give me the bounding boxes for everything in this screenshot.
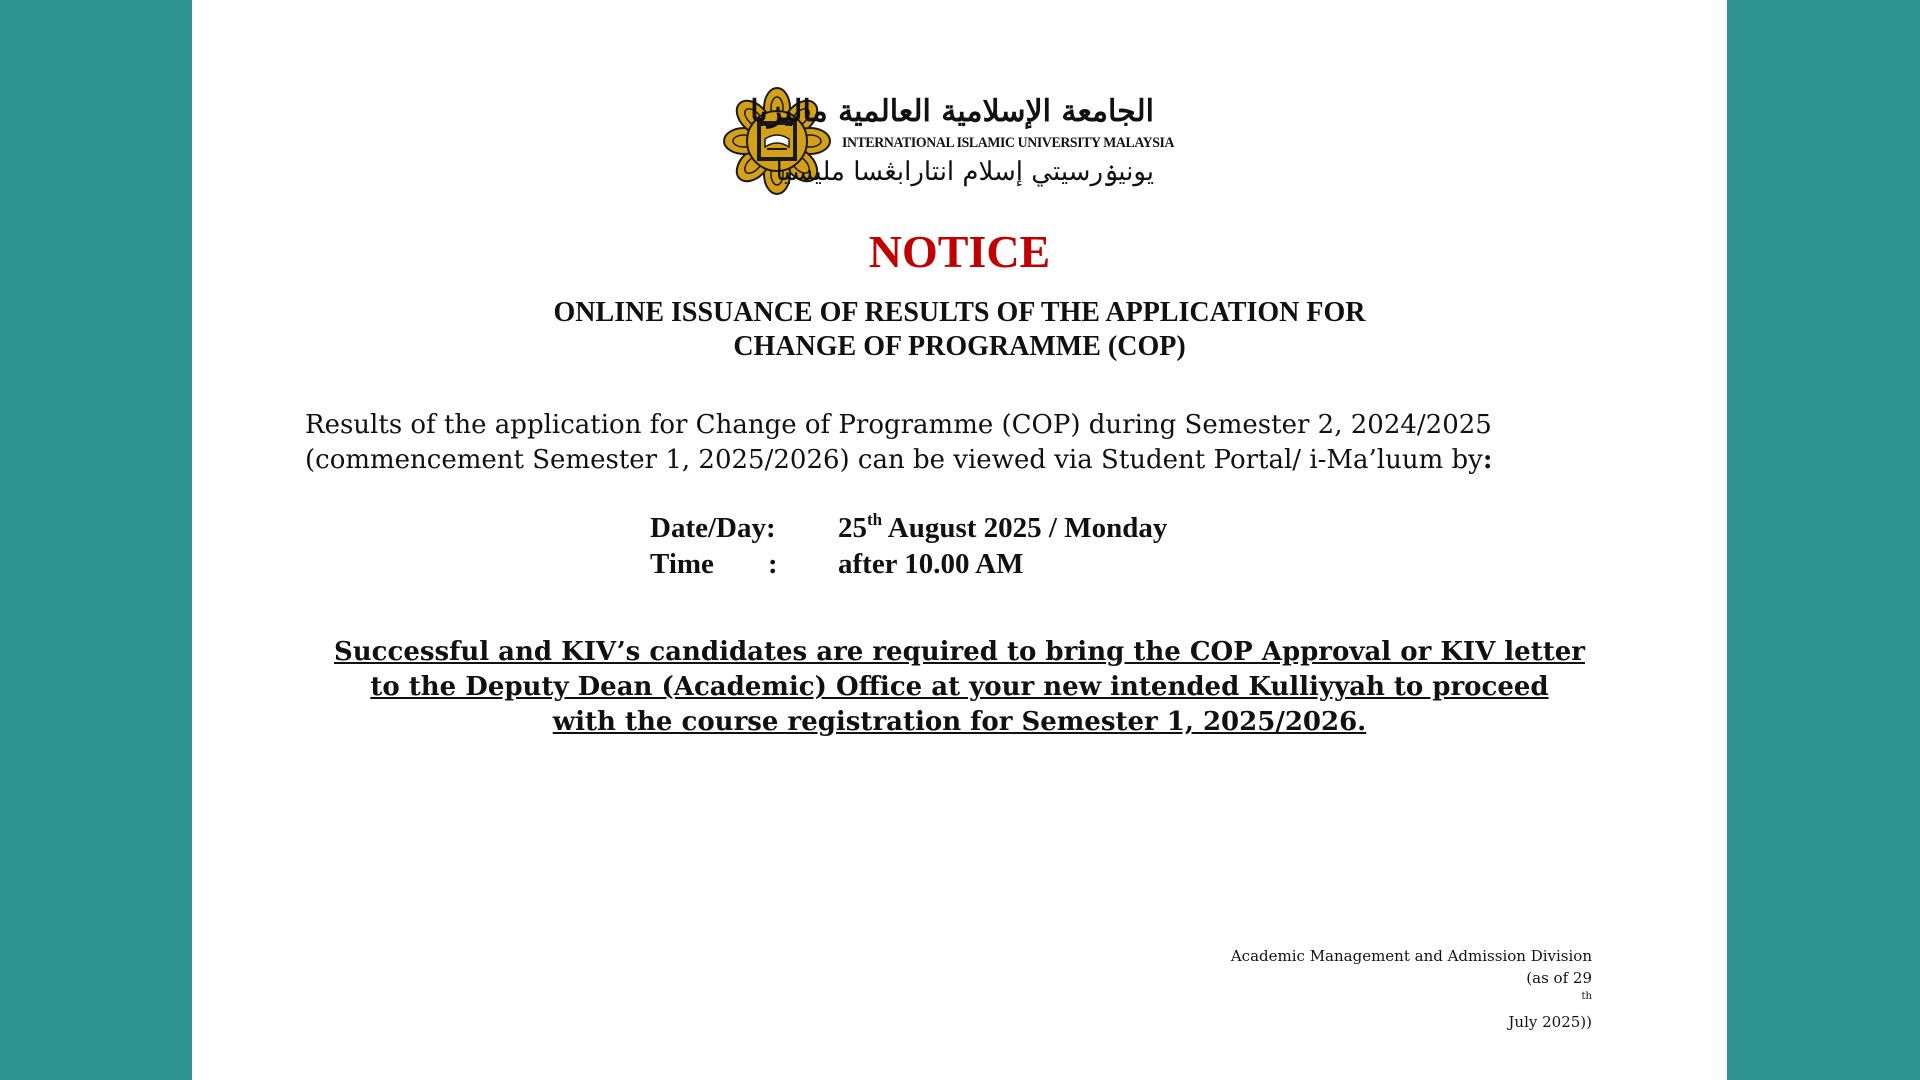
date-label: Date/Day: [650, 512, 776, 544]
schedule-row-time [650, 546, 1250, 582]
date-value [838, 510, 1167, 546]
logo-wordmark [750, 92, 1175, 192]
subtitle-line-1: ONLINE ISSUANCE OF RESULTS OF THE APPLICATION FOR [553, 297, 1366, 328]
footer-date-suffix: th [1581, 991, 1592, 1002]
footer-division: Academic Management and Admission Division [1230, 947, 1592, 965]
university-logo [722, 86, 1175, 196]
body-line-2-colon: : [1482, 445, 1493, 475]
time-colon: : [768, 548, 778, 580]
subtitle-line-2: CHANGE OF PROGRAMME (COP) [733, 331, 1186, 362]
logo-english-name: INTERNATIONAL ISLAMIC UNIVERSITY MALAYSIA [842, 135, 1175, 151]
date-rest: August 2025 / Monday [882, 512, 1168, 544]
notice-body [305, 408, 1605, 478]
notice-subtitle [192, 296, 1727, 364]
footer-date-rest: July 2025)) [1503, 1013, 1592, 1031]
instruction-block [192, 635, 1727, 740]
schedule-block [650, 510, 1250, 582]
time-value: after 10.00 AM [838, 548, 1024, 580]
instruction-line-3: with the course registration for Semester 1, 2025/2026. [552, 707, 1367, 737]
date-ordinal-suffix: th [867, 510, 883, 529]
notice-heading: NOTICE [868, 226, 1051, 277]
time-label: Time [650, 548, 714, 580]
instruction-line-1: Successful and KIV’s candidates are required to bring the COP Approval or KIV letter [334, 637, 1585, 667]
body-line-2-text: (commencement Semester 1, 2025/2026) can be viewed via Student Portal/ i-Ma’luum by [305, 445, 1483, 475]
body-line-1: Results of the application for Change of Programme (COP) during Semester 2, 2024/2025 [305, 410, 1492, 440]
instruction-line-2: to the Deputy Dean (Academic) Office at your new intended Kulliyyah to proceed [370, 672, 1549, 702]
schedule-row-date [650, 510, 1250, 546]
logo-arabic-name: الجامعة الإسلامية العالمية ماليزيا [750, 94, 1154, 129]
footer-date-prefix: (as of 29 [1526, 969, 1592, 987]
footer-date [1231, 967, 1592, 1033]
footer-signature [1231, 945, 1592, 1033]
logo-jawi-name: يونيۏرسيتي إسلام انتارابڠسا مليسيا [775, 157, 1154, 187]
notice-page [192, 0, 1727, 1080]
body-line-2 [305, 443, 1605, 478]
date-day-number: 25 [838, 512, 867, 544]
